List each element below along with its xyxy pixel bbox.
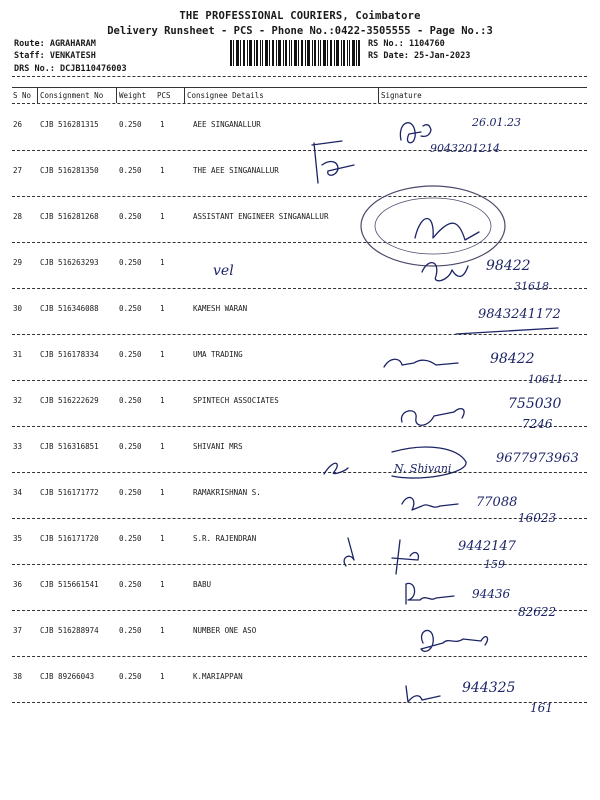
handwriting-row-26: [420, 114, 530, 159]
company-title: THE PROFESSIONAL COURIERS, Coimbatore: [179, 10, 421, 22]
r36-phone-a: 94436: [472, 587, 511, 601]
row-consignment-no: CJB 516281350: [40, 166, 99, 175]
row-pcs: 1: [160, 580, 165, 589]
r32-phone-b: 7246: [522, 417, 553, 431]
row-sno: 31: [13, 350, 23, 359]
row-pcs: 1: [160, 534, 165, 543]
col-header-sno: S No: [13, 91, 32, 100]
row-consignee: NUMBER ONE ASO: [193, 626, 257, 635]
row-pcs: 1: [160, 442, 165, 451]
row-pcs: 1: [160, 626, 165, 635]
row-weight: 0.250: [119, 672, 142, 681]
rs-date: RS Date: 25-Jan-2023: [368, 51, 471, 61]
row-consignee: BABU: [193, 580, 212, 589]
row-consignment-no: CJB 516346088: [40, 304, 99, 313]
r26-date-text: 26.01.23: [472, 116, 521, 129]
row-weight: 0.250: [119, 626, 142, 635]
handwriting-row-36: [400, 574, 580, 622]
signature-row-37: [415, 623, 515, 663]
drs-number: DRS No.: DCJB110476003: [14, 64, 127, 74]
row-sno: 32: [13, 396, 23, 405]
row-sno: 27: [13, 166, 23, 175]
row-pcs: 1: [160, 212, 165, 221]
r38-phone-a: 944325: [462, 680, 516, 696]
row-pcs: 1: [160, 258, 165, 267]
rs-number: RS No.: 1104760: [368, 39, 445, 49]
row-consignment-no: CJB 515661541: [40, 580, 99, 589]
row-sno: 34: [13, 488, 23, 497]
row-weight: 0.250: [119, 212, 142, 221]
row-consignee: SHIVANI MRS: [193, 442, 243, 451]
row-consignee: S.R. RAJENDRAN: [193, 534, 257, 543]
route-label: Route: AGRAHARAM: [14, 39, 96, 49]
row-sno: 35: [13, 534, 23, 543]
r32-phone-a: 755030: [508, 396, 562, 412]
row-weight: 0.250: [119, 396, 142, 405]
row-consignment-no: CJB 89266043: [40, 672, 95, 681]
row-consignee: KAMESH WARAN: [193, 304, 248, 313]
column-divider: [378, 88, 379, 103]
column-divider: [184, 88, 185, 103]
column-divider: [37, 88, 38, 103]
row-sno: 28: [13, 212, 23, 221]
row-consignee: UMA TRADING: [193, 350, 243, 359]
row-weight: 0.250: [119, 120, 142, 129]
row-sno: 37: [13, 626, 23, 635]
row-consignee: SPINTECH ASSOCIATES: [193, 396, 279, 405]
row-weight: 0.250: [119, 488, 142, 497]
row-consignee: THE AEE SINGANALLUR: [193, 166, 279, 175]
row-weight: 0.250: [119, 442, 142, 451]
row-weight: 0.250: [119, 304, 142, 313]
row-pcs: 1: [160, 350, 165, 359]
r35-phone-b: 159: [484, 558, 505, 571]
row-weight: 0.250: [119, 350, 142, 359]
row-pcs: 1: [160, 120, 165, 129]
row-consignment-no: CJB 516281268: [40, 212, 99, 221]
r33-phone-text: 9677973963: [496, 451, 579, 466]
column-divider: [116, 88, 117, 103]
handwriting-row-29-name: [205, 255, 265, 285]
col-header-consignee: Consignee Details: [187, 91, 264, 100]
r31-phone-b: 10611: [528, 373, 563, 386]
runsheet-subtitle: Delivery Runsheet - PCS - Phone No.:0422-3505555 - Page No.:3: [107, 25, 493, 37]
row-pcs: 1: [160, 672, 165, 681]
row-pcs: 1: [160, 396, 165, 405]
row-weight: 0.250: [119, 534, 142, 543]
column-header-rule: [12, 103, 587, 104]
col-header-weight: Weight: [119, 91, 147, 100]
handwriting-row-33: [318, 442, 588, 482]
r29-name-text: vel: [213, 263, 234, 279]
col-header-signature: Signature: [381, 91, 422, 100]
row-consignment-no: CJB 516171772: [40, 488, 99, 497]
row-sno: 30: [13, 304, 23, 313]
table-top-rule: [12, 87, 587, 88]
row-weight: 0.250: [119, 580, 142, 589]
r30-phone-text: 9843241172: [478, 307, 561, 322]
barcode-image: [230, 40, 360, 66]
row-consignee: K.MARIAPPAN: [193, 672, 243, 681]
handwriting-row-29: [418, 250, 568, 295]
row-consignment-no: CJB 516288974: [40, 626, 99, 635]
row-consignment-no: CJB 516178334: [40, 350, 99, 359]
r26-phone-text: 9043201214: [430, 142, 500, 155]
handwriting-row-34: [398, 484, 578, 529]
header-divider: [12, 76, 587, 77]
row-consignment-no: CJB 516281315: [40, 120, 99, 129]
row-pcs: 1: [160, 488, 165, 497]
row-weight: 0.250: [119, 258, 142, 267]
col-header-pcs: PCS: [157, 91, 171, 100]
r29-phone-b: 31618: [514, 280, 549, 293]
row-sno: 36: [13, 580, 23, 589]
staff-label: Staff: VENKATESH: [14, 51, 96, 61]
r33-name-text: N. Shivani: [394, 462, 452, 475]
r36-phone-b: 82622: [518, 605, 557, 619]
r29-phone-a: 98422: [486, 258, 531, 274]
r35-phone-a: 9442147: [458, 539, 516, 554]
row-consignee: AEE SINGANALLUR: [193, 120, 261, 129]
col-header-consignment: Consignment No: [40, 91, 104, 100]
r31-phone-a: 98422: [490, 351, 535, 367]
row-sno: 38: [13, 672, 23, 681]
row-sno: 33: [13, 442, 23, 451]
handwriting-row-38: [400, 672, 580, 720]
row-pcs: 1: [160, 304, 165, 313]
row-sno: 26: [13, 120, 23, 129]
row-consignment-no: CJB 516222629: [40, 396, 99, 405]
row-pcs: 1: [160, 166, 165, 175]
handwriting-row-30: [448, 302, 588, 342]
handwriting-row-31: [380, 345, 570, 390]
r34-phone-b: 16023: [518, 511, 557, 525]
r38-phone-b: 161: [530, 701, 553, 715]
handwriting-row-32: [398, 392, 578, 437]
row-weight: 0.250: [119, 166, 142, 175]
handwriting-row-35: [336, 530, 546, 580]
row-consignment-no: CJB 516316851: [40, 442, 99, 451]
r34-phone-a: 77088: [476, 495, 518, 510]
row-consignment-no: CJB 516171720: [40, 534, 99, 543]
row-sno: 29: [13, 258, 23, 267]
row-consignment-no: CJB 516263293: [40, 258, 99, 267]
row-consignee: RAMAKRISHNAN S.: [193, 488, 261, 497]
row-consignee: ASSISTANT ENGINEER SINGANALLUR: [193, 212, 329, 221]
